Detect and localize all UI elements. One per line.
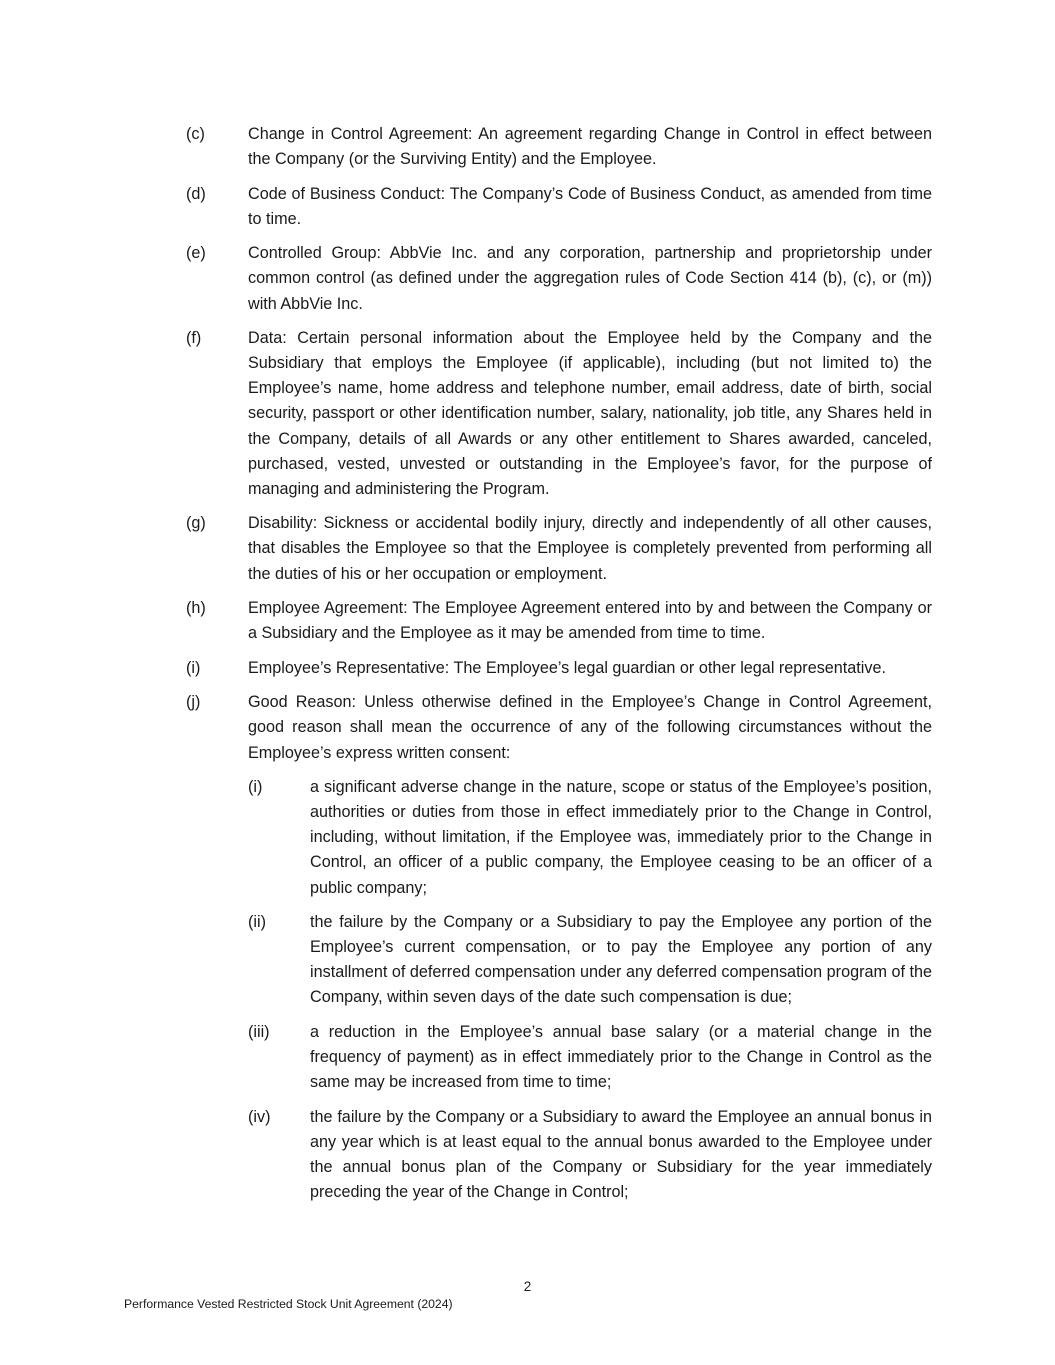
- item-text: Good Reason: Unless otherwise defined in the Employee’s Change in Control Agreement, good reason shall mean the occurrence of any of the following circumstances without the Employee’s express written consent:: [248, 693, 932, 762]
- item-label: (h): [186, 599, 206, 618]
- sub-item-label: (iii): [248, 1023, 270, 1041]
- sub-item-text: a reduction in the Employee’s annual base salary (or a material change in the frequency of payment) as in effect immediately prior to the Change in Control as the same may be increased from time to time;: [310, 1023, 932, 1092]
- definition-e: [186, 241, 932, 316]
- definition-h: [186, 596, 932, 646]
- sub-item-label: (iv): [248, 1107, 271, 1126]
- item-text: Change in Control Agreement: An agreement regarding Change in Control in effect between the Company (or the Surviving Entity) and the Employee.: [248, 125, 932, 169]
- item-label: (c): [186, 125, 205, 143]
- item-text: Code of Business Conduct: The Company’s Code of Business Conduct, as amended from time to time.: [248, 184, 932, 228]
- item-text: Disability: Sickness or accidental bodily injury, directly and independently of all other causes, that disables the Employee so that the Employee is completely prevented from performing all the duties of his or her occupation or employment.: [248, 514, 932, 583]
- item-text: Controlled Group: AbbVie Inc. and any corporation, partnership and proprietorship under common control (as defined under the aggregation rules of Code Section 414 (b), (c), or (m)) with AbbVie Inc.: [248, 244, 932, 313]
- sub-item-ii: [248, 910, 932, 1010]
- definition-g: [186, 511, 932, 586]
- sub-item-text: a significant adverse change in the nature, scope or status of the Employee’s position, authorities or duties from those in effect immediately prior to the Change in Control, including, without limitation, if the Employee was, immediately prior to the Change in Control, an officer of a public company, the Employee ceasing to be an officer of a public company;: [310, 778, 932, 897]
- definition-j: [186, 690, 932, 1214]
- item-body: [248, 690, 932, 1214]
- sub-item-label: (i): [248, 778, 263, 797]
- item-text: Employee Agreement: The Employee Agreement entered into by and between the Company or a Subsidiary and the Employee as it may be amended from time to time.: [248, 599, 932, 643]
- sub-item-label: (ii): [248, 913, 266, 932]
- item-label: (e): [186, 244, 206, 263]
- item-text: Employee’s Representative: The Employee’s legal guardian or other legal representative.: [248, 658, 886, 677]
- sub-item-i: [248, 775, 932, 900]
- sub-item-iv: [248, 1105, 932, 1205]
- footer: Performance Vested Restricted Stock Unit Agreement (2024): [124, 1297, 453, 1311]
- item-text: Data: Certain personal information about the Employee held by the Company and the Subsidiary that employs the Employee (if applicable), including (but not limited to) the Employee’s name, home address and telephone number, email address, date of birth, social security, passport or other identification number, salary, nationality, job title, any Shares held in the Company, details of all Awards or any other entitlement to Shares awarded, canceled, purchased, vested, unvested or outstanding in the Employee’s favor, for the purpose of managing and administering the Program.: [248, 329, 932, 498]
- definition-d: [186, 182, 932, 232]
- item-label: (i): [186, 658, 201, 677]
- item-label: (g): [186, 514, 206, 533]
- item-label: (j): [186, 693, 201, 712]
- definition-f: [186, 326, 932, 502]
- definition-i: [186, 656, 932, 681]
- sub-item-text: the failure by the Company or a Subsidiary to award the Employee an annual bonus in any year which is at least equal to the annual bonus awarded to the Employee under the annual bonus plan of the Company or Subsidiary for the year immediately preceding the year of the Change in Control;: [310, 1107, 932, 1202]
- page-number-text: 2: [523, 1279, 532, 1294]
- definition-c: [186, 122, 932, 172]
- item-label: (d): [186, 184, 206, 203]
- page-number: [0, 1279, 1055, 1294]
- sub-list: [248, 775, 932, 1205]
- sub-item-iii: [248, 1020, 932, 1095]
- item-label: (f): [186, 329, 202, 348]
- sub-item-text: the failure by the Company or a Subsidiary to pay the Employee any portion of the Employee’s current compensation, or to pay the Employee any portion of any installment of deferred compensation under any deferred compensation program of the Company, within seven days of the date such compensation is due;: [310, 913, 932, 1007]
- document-body: [186, 122, 932, 1224]
